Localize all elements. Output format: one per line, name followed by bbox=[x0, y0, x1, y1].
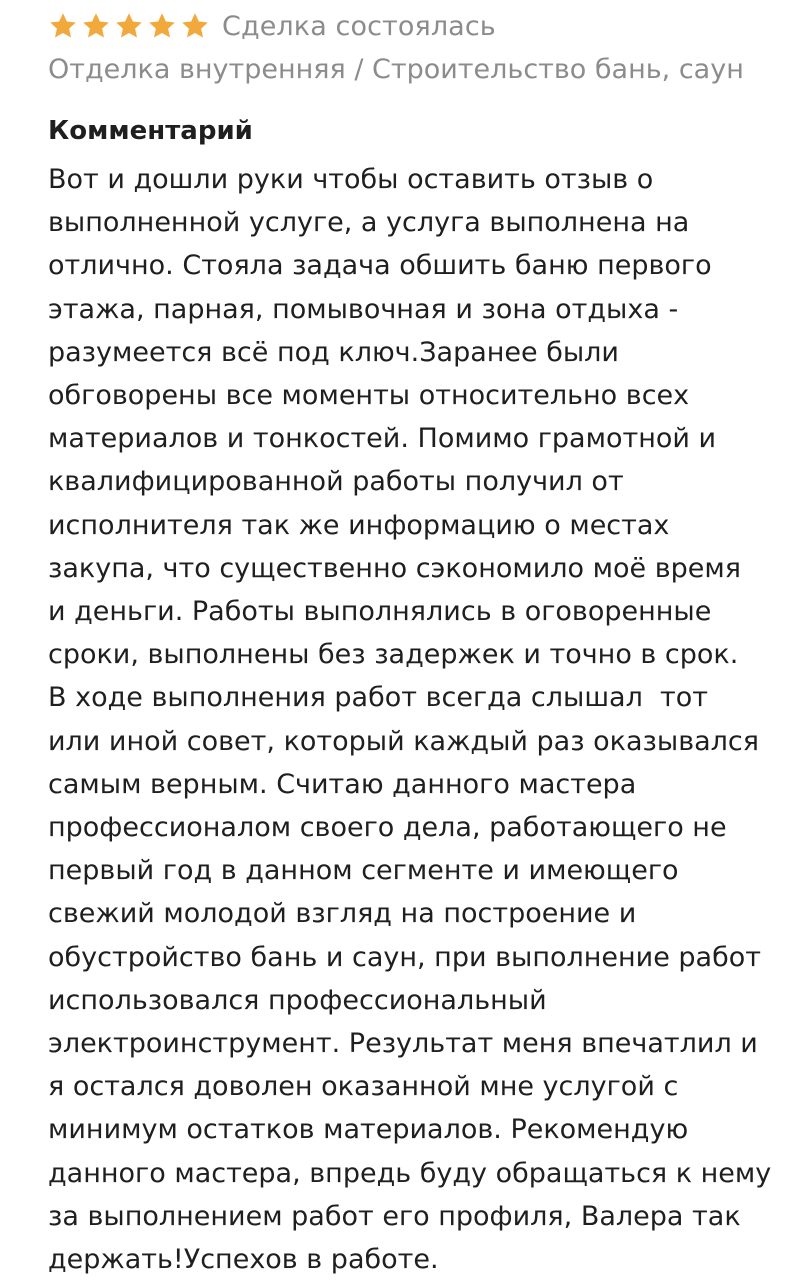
comment-line: электроинструмент. Результат меня впечатлил и bbox=[48, 1028, 758, 1060]
comment-line: обговорены все моменты относительно всех bbox=[48, 380, 690, 412]
comment-line: Вот и дошли руки чтобы оставить отзыв о bbox=[48, 164, 654, 195]
comment-line: использовался профессиональный bbox=[48, 984, 547, 1016]
comment-line: и деньги. Работы выполнялись в оговоренные bbox=[48, 596, 712, 628]
comment-line: выполненной услуге, а услуга выполнена на bbox=[48, 207, 690, 239]
comment-line: исполнителя так же информацию о местах bbox=[48, 509, 670, 541]
comment-line: материалов и тонкостей. Помимо грамотной и bbox=[48, 423, 717, 455]
comment-line: обустройство бань и саун, при выполнение работ bbox=[48, 941, 761, 973]
comment-line: самым верным. Считаю данного мастера bbox=[48, 768, 637, 800]
comment-line: за выполнением работ его профиля, Валера так bbox=[48, 1200, 741, 1232]
comment-line: свежий молодой взгляд на построение и bbox=[48, 898, 637, 930]
rating-row bbox=[48, 6, 496, 46]
deal-status: Сделка состоялась bbox=[222, 10, 496, 42]
comment-line: отлично. Стояла задача обшить баню первого bbox=[48, 250, 712, 282]
comment-line: я остался доволен оказанной мне услугой с bbox=[48, 1071, 679, 1103]
comment-line: квалифицированной работы получил от bbox=[48, 466, 624, 498]
star-icon bbox=[180, 11, 210, 41]
star-icon bbox=[48, 11, 78, 41]
comment-line: сроки, выполнены без задержек и точно в срок. bbox=[48, 639, 739, 671]
star-rating bbox=[48, 11, 210, 41]
comment-line: данного мастера, впредь буду обращаться к нему bbox=[48, 1157, 772, 1189]
comment-text bbox=[48, 158, 788, 1281]
comment-line: профессионалом своего дела, работающего не bbox=[48, 812, 727, 844]
comment-line: разумеется всё под ключ.Заранее были bbox=[48, 336, 619, 368]
comment-line: или иной совет, который каждый раз оказывался bbox=[48, 725, 759, 757]
comment-line: первый год в данном сегменте и имеющего bbox=[48, 855, 679, 887]
comment-line: закупа, что существенно сэкономило моё время bbox=[48, 552, 741, 584]
comment-line: этажа, парная, помывочная и зона отдыха - bbox=[48, 293, 679, 325]
star-icon bbox=[81, 11, 111, 41]
star-icon bbox=[114, 11, 144, 41]
comment-line: держать!Успехов в работе. bbox=[48, 1244, 439, 1276]
comment-heading: Комментарий bbox=[48, 116, 253, 146]
comment-line: В ходе выполнения работ всегда слышал тот bbox=[48, 682, 708, 714]
comment-line: минимум остатков материалов. Рекомендую bbox=[48, 1114, 689, 1146]
star-icon bbox=[147, 11, 177, 41]
service-category: Отделка внутренняя / Строительство бань, саун bbox=[48, 54, 744, 85]
